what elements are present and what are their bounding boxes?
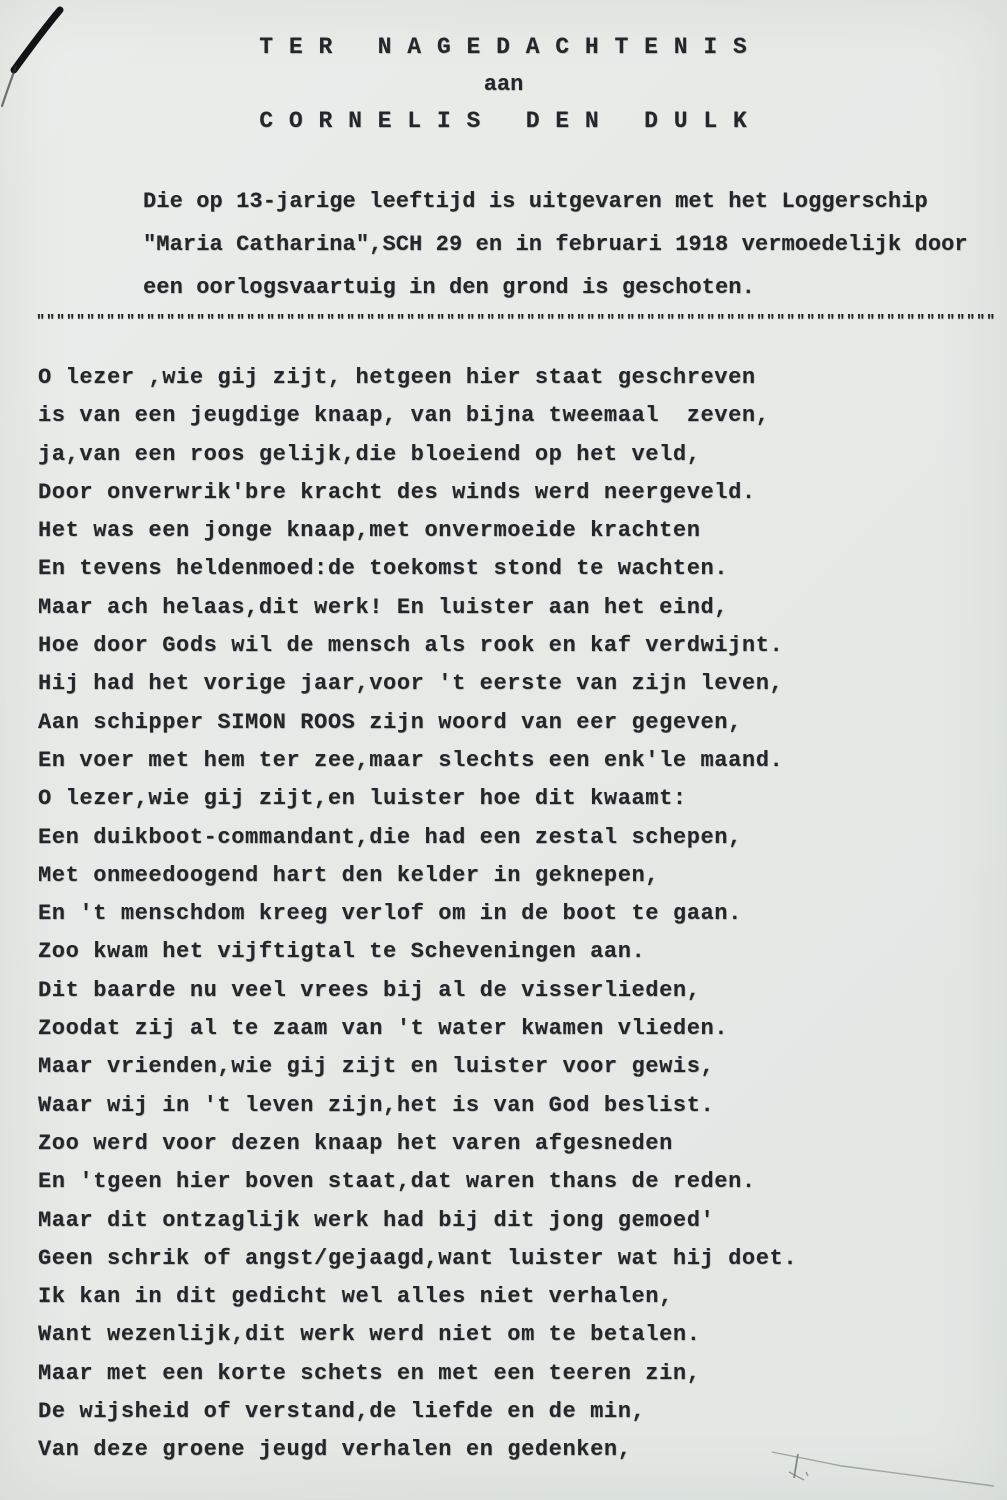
poem-line: Hoe door Gods wil de mensch als rook en kaf verdwijnt. [38, 633, 784, 659]
poem-line: En tevens heldenmoed:de toekomst stond te wachten. [38, 556, 729, 582]
poem-line: ja,van een roos gelijk,die bloeiend op het veld, [38, 441, 701, 467]
pen-stroke-mark [0, 2, 95, 127]
poem-line: En 'tgeen hier boven staat,dat waren thans de reden. [38, 1169, 756, 1195]
poem-line: Hij had het vorige jaar,voor 't eerste van zijn leven, [38, 671, 784, 697]
poem-line: Maar met een korte schets en met een teeren zin, [38, 1360, 701, 1386]
poem-line: Door onverwrik'bre kracht des winds werd neergeveld. [38, 479, 756, 505]
poem-line: Want wezenlijk,dit werk werd niet om te betalen. [38, 1322, 701, 1348]
poem-line: En 't menschdom kreeg verlof om in de boot te gaan. [38, 901, 742, 927]
poem-line: Maar dit ontzaglijk werk had bij dit jong gemoed' [38, 1207, 715, 1233]
poem-line: Zoo kwam het vijftigtal te Scheveningen aan. [38, 939, 646, 965]
poem-line: Maar vrienden,wie gij zijt en luister voor gewis, [38, 1054, 715, 1080]
poem-line: is van een jeugdige knaap, van bijna tweemaal zeven, [38, 403, 770, 429]
document-header [0, 0, 1007, 134]
poem-line: De wijsheid of verstand,de liefde en de min, [38, 1399, 646, 1425]
dedication-paragraph [143, 180, 1007, 309]
poem-line: Een duikboot-commandant,die had een zestal schepen, [38, 824, 742, 850]
poem-line: Aan schipper SIMON ROOS zijn woord van eer gegeven, [38, 709, 742, 735]
dedication-line: een oorlogsvaartuig in den grond is geschoten. [143, 275, 755, 300]
poem-line: Waar wij in 't leven zijn,het is van God beslist. [38, 1092, 715, 1118]
poem-line: En voer met hem ter zee,maar slechts een enk'le maand. [38, 747, 784, 773]
poem-line: Maar ach helaas,dit werk! En luister aan het eind, [38, 594, 729, 620]
poem-line: Het was een jonge knaap,met onvermoeide krachten [38, 518, 701, 544]
divider-quote-row: """""""""""""""""""""""""""""""""""""""""""""""""""""""""""""""""""""""""""""""""""""""""""""""" [36, 313, 997, 330]
memorial-name: C O R N E L I S D E N D U L K [259, 108, 748, 134]
poem-line: Zoodat zij al te zaam van 't water kwamen vlieden. [38, 1016, 729, 1042]
poem-line: Zoo werd voor dezen knaap het varen afgesneden [38, 1130, 673, 1156]
poem-line: O lezer ,wie gij zijt, hetgeen hier staat geschreven [38, 365, 756, 390]
title-connector: aan [483, 72, 524, 97]
poem-line: O lezer,wie gij zijt,en luister hoe dit kwaamt: [38, 786, 687, 812]
poem-line: Ik kan in dit gedicht wel alles niet verhalen, [38, 1284, 673, 1310]
poem-line: Van deze groene jeugd verhalen en gedenken, [38, 1437, 632, 1463]
dedication-line: Die op 13-jarige leeftijd is uitgevaren met het Loggerschip [143, 189, 928, 214]
pencil-scribble-mark [762, 1420, 1007, 1500]
poem-line: Met onmeedoogend hart den kelder in geknepen, [38, 862, 660, 888]
page-title: T E R N A G E D A C H T E N I S [259, 34, 748, 60]
poem-body [38, 359, 1007, 1470]
poem-line: Geen schrik of angst/gejaagd,want luister wat hij doet. [38, 1245, 798, 1271]
poem-line: Dit baarde nu veel vrees bij al de visserlieden, [38, 977, 701, 1003]
dedication-line: "Maria Catharina",SCH 29 en in februari 1918 vermoedelijk door [143, 232, 968, 257]
